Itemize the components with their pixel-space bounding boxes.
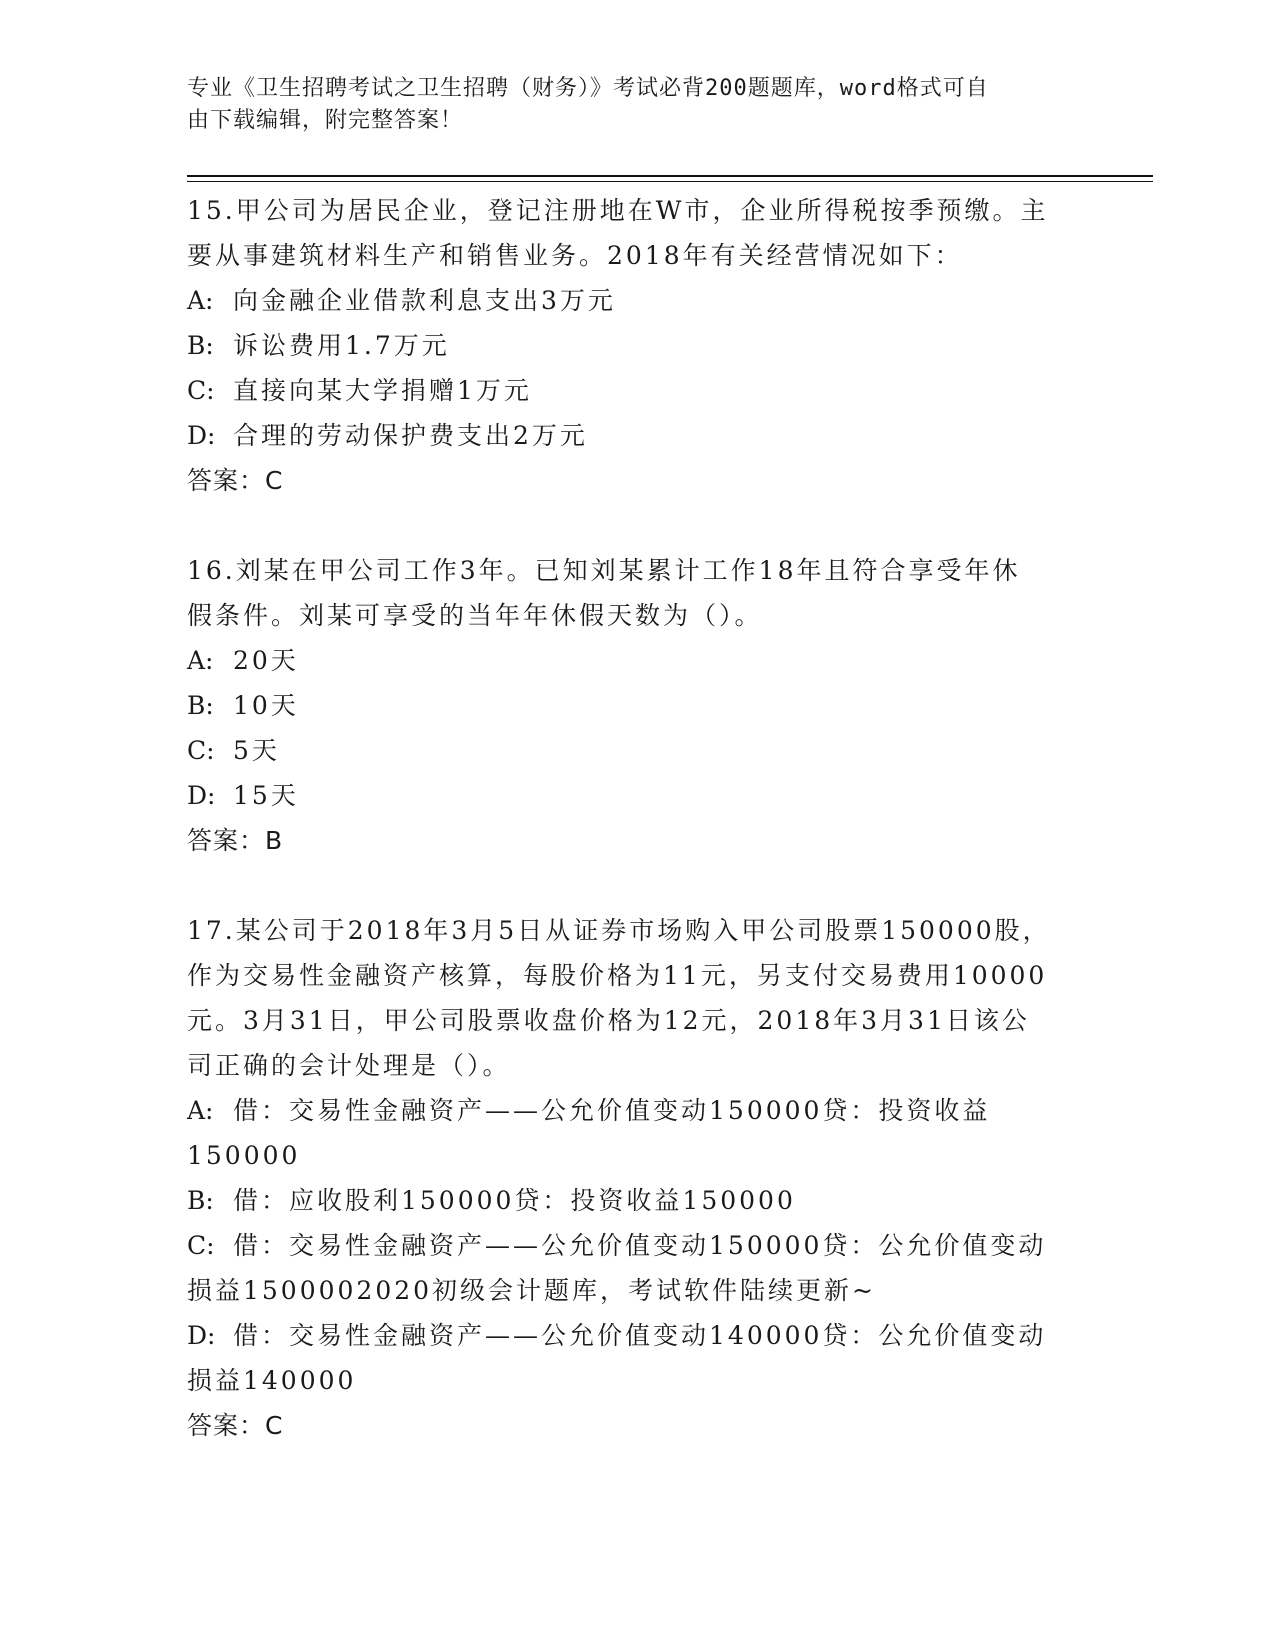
question-stem-line: 16.刘某在甲公司工作3年。已知刘某累计工作18年且符合享受年休 xyxy=(187,556,1021,585)
header-line-1: 专业《卫生招聘考试之卫生招聘（财务）》考试必背200题题库，word格式可自 xyxy=(187,76,989,101)
option-c xyxy=(187,368,1087,413)
option-label: B: xyxy=(187,691,214,720)
option-text: 诉讼费用1.7万元 xyxy=(233,331,450,360)
option-d xyxy=(187,1313,1087,1358)
option-text: 5天 xyxy=(233,736,280,765)
option-label: B: xyxy=(187,1186,214,1215)
question-stem-line: 司正确的会计处理是（）。 xyxy=(187,1051,511,1080)
question-stem-line: 作为交易性金融资产核算，每股价格为11元，另支付交易费用10000 xyxy=(187,961,1048,990)
option-a xyxy=(187,1088,1087,1133)
option-label: B: xyxy=(187,331,214,360)
question-16 xyxy=(187,548,1087,863)
option-c-continued: 损益1500002020初级会计题库，考试软件陆续更新~ xyxy=(187,1276,877,1305)
option-label: A: xyxy=(187,646,214,675)
option-d xyxy=(187,413,1087,458)
option-d xyxy=(187,773,1087,818)
option-text: 直接向某大学捐赠1万元 xyxy=(233,376,532,405)
option-text: 合理的劳动保护费支出2万元 xyxy=(233,421,588,450)
option-label: D: xyxy=(187,421,216,450)
option-text: 20天 xyxy=(233,646,299,675)
answer-text: 答案：C xyxy=(187,1411,284,1440)
question-stem-line: 17.某公司于2018年3月5日从证券市场购入甲公司股票150000股， xyxy=(187,916,1051,945)
option-label: A: xyxy=(187,286,214,315)
option-label: D: xyxy=(187,781,216,810)
header-rule-thick xyxy=(187,175,1153,177)
header-line-2: 由下载编辑，附完整答案！ xyxy=(187,108,464,133)
option-label: C: xyxy=(187,1231,215,1260)
answer-text: 答案：C xyxy=(187,466,284,495)
option-text: 借：交易性金融资产——公允价值变动150000贷：公允价值变动 xyxy=(233,1231,1047,1260)
option-a-continued: 150000 xyxy=(187,1141,301,1170)
option-label: D: xyxy=(187,1321,216,1350)
option-label: C: xyxy=(187,736,215,765)
option-text: 借：交易性金融资产——公允价值变动140000贷：公允价值变动 xyxy=(233,1321,1047,1350)
option-c xyxy=(187,1223,1087,1268)
option-label: A: xyxy=(187,1096,214,1125)
option-text: 10天 xyxy=(233,691,299,720)
option-a xyxy=(187,278,1087,323)
answer-text: 答案：B xyxy=(187,826,284,855)
question-list xyxy=(187,188,1087,1493)
header-rule-thin xyxy=(187,181,1153,182)
option-b xyxy=(187,683,1087,728)
option-d-continued: 损益140000 xyxy=(187,1366,357,1395)
option-b xyxy=(187,323,1087,368)
option-a xyxy=(187,638,1087,683)
question-17 xyxy=(187,908,1087,1448)
question-stem-line: 假条件。刘某可享受的当年年休假天数为（）。 xyxy=(187,601,763,630)
option-text: 借：应收股利150000贷：投资收益150000 xyxy=(233,1186,796,1215)
option-text: 向金融企业借款利息支出3万元 xyxy=(233,286,616,315)
question-stem-line: 元。3月31日，甲公司股票收盘价格为12元，2018年3月31日该公 xyxy=(187,1006,1030,1035)
question-stem-line: 15.甲公司为居民企业，登记注册地在W市，企业所得税按季预缴。主 xyxy=(187,196,1049,225)
option-b xyxy=(187,1178,1087,1223)
option-c xyxy=(187,728,1087,773)
document-header xyxy=(187,73,1067,137)
option-text: 15天 xyxy=(233,781,299,810)
question-stem-line: 要从事建筑材料生产和销售业务。2018年有关经营情况如下： xyxy=(187,241,963,270)
option-label: C: xyxy=(187,376,215,405)
question-15 xyxy=(187,188,1087,503)
option-text: 借：交易性金融资产——公允价值变动150000贷：投资收益 xyxy=(233,1096,991,1125)
